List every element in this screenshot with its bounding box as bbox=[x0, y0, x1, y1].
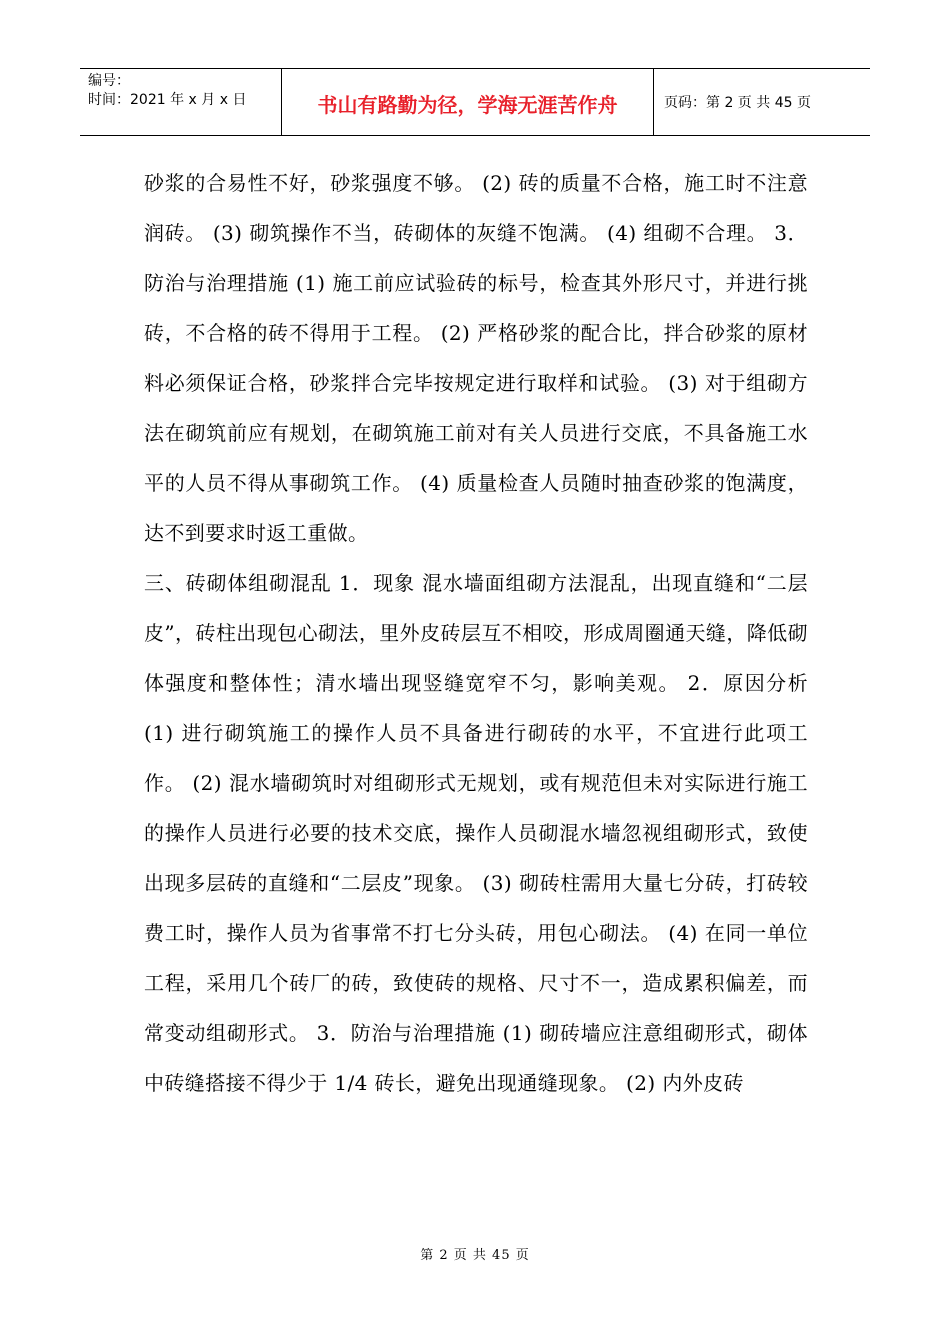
paragraph-2: 三、砖砌体组砌混乱 1．现象 混水墙面组砌方法混乱，出现直缝和“二层皮”，砖柱出现包心砌法，里外皮砖层互不相咬，形成周圈通天缝，降低砌体强度和整体性；清水墙出现竖缝宽窄不匀，影响美观。 2．原因分析 (1) 进行砌筑施工的操作人员不具备进行砌砖的水平，不宜进行此项工作。 (2) 混水墙砌筑时对组砌形式无规划，或有规范但未对实际进行施工的操作人员进行必要的技术交底，操作人员砌混水墙忽视组砌形式，致使出现多层砖的直缝和“二层皮”现象。 (3) 砌砖柱需用大量七分砖，打砖较费工时，操作人员为省事常不打七分头砖，用包心砌法。 (4) 在同一单位工程，采用几个砖厂的砖，致使砖的规格、尺寸不一，造成累积偏差，而常变动组砌形式。 3．防治与治理措施 (1) 砌砖墙应注意组砌形式，砌体中砖缝搭接不得少于 1/4 砖长，避免出现通缝现象。 (2) 内外皮砖 bbox=[144, 571, 808, 1095]
paragraph-1: 砂浆的合易性不好，砂浆强度不够。 (2) 砖的质量不合格，施工时不注意润砖。 (3) 砌筑操作不当，砖砌体的灰缝不饱满。 (4) 组砌不合理。 3．防治与治理措施 (1) 施工前应试验砖的标号，检查其外形尺寸，并进行挑砖，不合格的砖不得用于工程。 (2) 严格砂浆的配合比，拌合砂浆的原材料必须保证合格，砂浆拌合完毕按规定进行取样和试验。 (3) 对于组砌方法在砌筑前应有规划，在砌筑施工前对有关人员进行交底，不具备施工水平的人员不得从事砌筑工作。 (4) 质量检查人员随时抽查砂浆的饱满度，达不到要求时返工重做。 bbox=[144, 171, 808, 545]
header-meta bbox=[80, 69, 282, 135]
header-page-info: 页码：第 2 页 共 45 页 bbox=[664, 95, 811, 111]
page-footer: 第 2 页 共 45 页 bbox=[420, 1248, 530, 1263]
header-motto: 书山有路勤为径，学海无涯苦作舟 bbox=[282, 69, 654, 135]
date-label: 时间：2021 年 x 月 x 日 bbox=[88, 92, 247, 108]
page-header bbox=[80, 68, 870, 136]
document-body bbox=[144, 158, 808, 1108]
number-label: 编号： bbox=[88, 73, 130, 89]
